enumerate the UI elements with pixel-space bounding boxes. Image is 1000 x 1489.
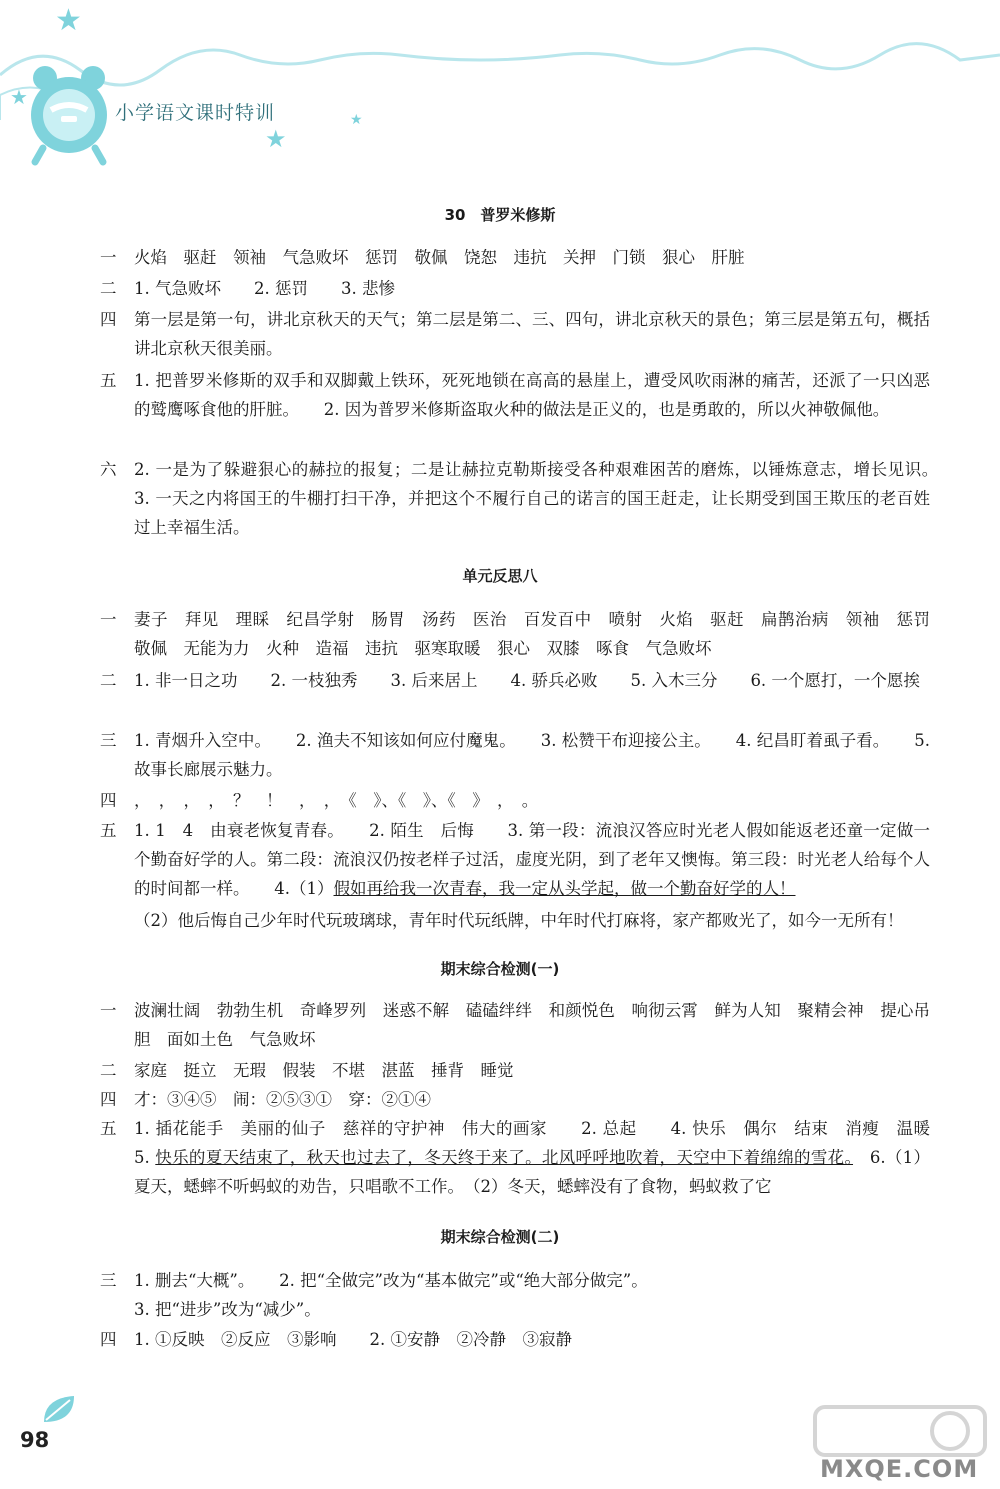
question-number: 一 — [100, 610, 117, 629]
star-icon: ★ — [350, 112, 363, 128]
answer-text: 1. 气急败坏 2. 惩罚 3. 悲惨 — [134, 279, 395, 298]
answer-text: 1. 把普罗米修斯的双手和双脚戴上铁环，死死地锁在高高的悬崖上，遭受风吹雨淋的痛苦，还派了一只凶恶的鹫鹰啄食他的肝脏。 2. 因为普罗米修斯盗取火种的做法是正义的，也是勇敢的，所以火神敬佩他。 — [134, 371, 930, 419]
leaf-icon — [40, 1392, 80, 1428]
answer-text: 2. 一是为了躲避狠心的赫拉的报复；二是让赫拉克勒斯接受各种艰难困苦的磨炼，以锤炼意志，增长见识。 3. 一天之内将国王的牛棚打扫干净，并把这个不履行自己的诺言的国王赶走，让长期受到国王欺压的老百姓过上幸福生活。 — [134, 460, 963, 537]
question-number: 三 — [100, 1271, 117, 1290]
answer-text: 1. ①反映 ②反应 ③影响 2. ①安静 ②冷静 ③寂静 — [134, 1330, 572, 1349]
header-decoration — [0, 0, 1000, 175]
answer-text: 才：③④⑤ 闹：②⑤③① 穿：②①④ — [134, 1090, 431, 1109]
question-number: 四 — [100, 310, 117, 329]
answer-text: 家庭 挺立 无瑕 假装 不堪 湛蓝 捶背 睡觉 — [134, 1061, 514, 1080]
section-title: 期末综合检测(一) — [440, 960, 560, 978]
question-number: 一 — [100, 248, 117, 267]
page-header — [0, 0, 1000, 175]
answer-text: 妻子 拜见 理睬 纪昌学射 肠胃 汤药 医治 百发百中 喷射 火焰 驱赶 扁鹊治病 领袖 惩罚 敬佩 无能为力 火种 造福 违抗 驱寒取暖 狠心 双膝 啄食 气急败坏 — [134, 610, 947, 658]
answer-text: （2）他后悔自己少年时代玩玻璃球，青年时代玩纸牌，中年时代打麻将，家产都败光了，如今一无所有！ — [134, 911, 904, 930]
star-icon: ★ — [10, 85, 28, 109]
question-number: 五 — [100, 371, 117, 390]
star-icon: ★ — [55, 3, 82, 38]
alarm-clock-icon — [25, 60, 115, 170]
answer-text: 1. 插花能手 美丽的仙子 慈祥的守护神 伟大的画家 2. 总起 4. 快乐 偶尔 结束 消瘦 温暖 5. 快乐的夏天结束了，秋天也过去了，冬天终于来了。北风呼呼地吹着，天空中下着绵绵的雪花。 6.（1）夏天，蟋蟀不听蚂蚁的劝告，只唱歌不工作。 （2）冬天，蟋蟀没有了食物，蚂蚁救了它 — [134, 1119, 963, 1196]
question-number: 五 — [100, 1119, 117, 1138]
answer-text: 1. 1 4 由衰老恢复青春。 2. 陌生 后悔 3. 第一段：流浪汉答应时光老人假如能返老还童一定做一个勤奋好学的人。第二段：流浪汉仍按老样子过活，虚度光阴，到了老年又懊悔。第三段：时光老人给每个人的时间都一样。 4.（1）假如再给我一次青春，我一定从头学起，做一个勤奋好学的人！ — [134, 821, 930, 898]
section-title: 期末综合检测(二) — [440, 1228, 560, 1246]
answer-text: 1. 删去“大概”。 2. 把“全做完”改为“基本做完”或“绝大部分做完”。 — [134, 1271, 648, 1290]
answer-text: ， ， ， ， ？ ！ ， ， 《 》、《 》、《 》 ， 。 — [134, 791, 539, 810]
book-title: 小学语文课时特训 — [115, 102, 276, 124]
answer-text: 波澜壮阔 勃勃生机 奇峰罗列 迷惑不解 磕磕绊绊 和颜悦色 响彻云霄 鲜为人知 聚精会神 提心吊胆 面如土色 气急败坏 — [134, 1001, 930, 1049]
section-title: 单元反思八 — [462, 567, 538, 585]
question-number: 二 — [100, 671, 117, 690]
section-title: 30 普罗米修斯 — [444, 206, 556, 224]
question-number: 二 — [100, 1061, 117, 1080]
answer-text: 3. 把“进步”改为“减少”。 — [134, 1300, 321, 1319]
page-number: 98 — [20, 1428, 50, 1452]
question-number: 五 — [100, 821, 117, 840]
star-icon: ★ — [265, 125, 287, 153]
question-number: 四 — [100, 1090, 117, 1109]
question-number: 一 — [100, 1001, 117, 1020]
answer-text: 第一层是第一句，讲北京秋天的天气；第二层是第二、三、四句，讲北京秋天的景色；第三层是第五句，概括讲北京秋天很美丽。 — [134, 310, 930, 358]
answer-text: 1. 青烟升入空中。 2. 渔夫不知该如何应付魔鬼。 3. 松赞干布迎接公主。 4. 纪昌盯着虱子看。 5. 故事长廊展示魅力。 — [134, 731, 930, 779]
question-number: 三 — [100, 731, 117, 750]
watermark-text: MXQE.COM — [820, 1455, 979, 1483]
answer-text: 1. 非一日之功 2. 一枝独秀 3. 后来居上 4. 骄兵必败 5. 入木三分 6. 一个愿打，一个愿挨 — [134, 671, 920, 690]
question-number: 六 — [100, 460, 117, 479]
question-number: 二 — [100, 279, 117, 298]
answer-text: 火焰 驱赶 领袖 气急败坏 惩罚 敬佩 饶恕 违抗 关押 门锁 狠心 肝脏 — [134, 248, 745, 267]
question-number: 四 — [100, 1330, 117, 1349]
question-number: 四 — [100, 791, 117, 810]
